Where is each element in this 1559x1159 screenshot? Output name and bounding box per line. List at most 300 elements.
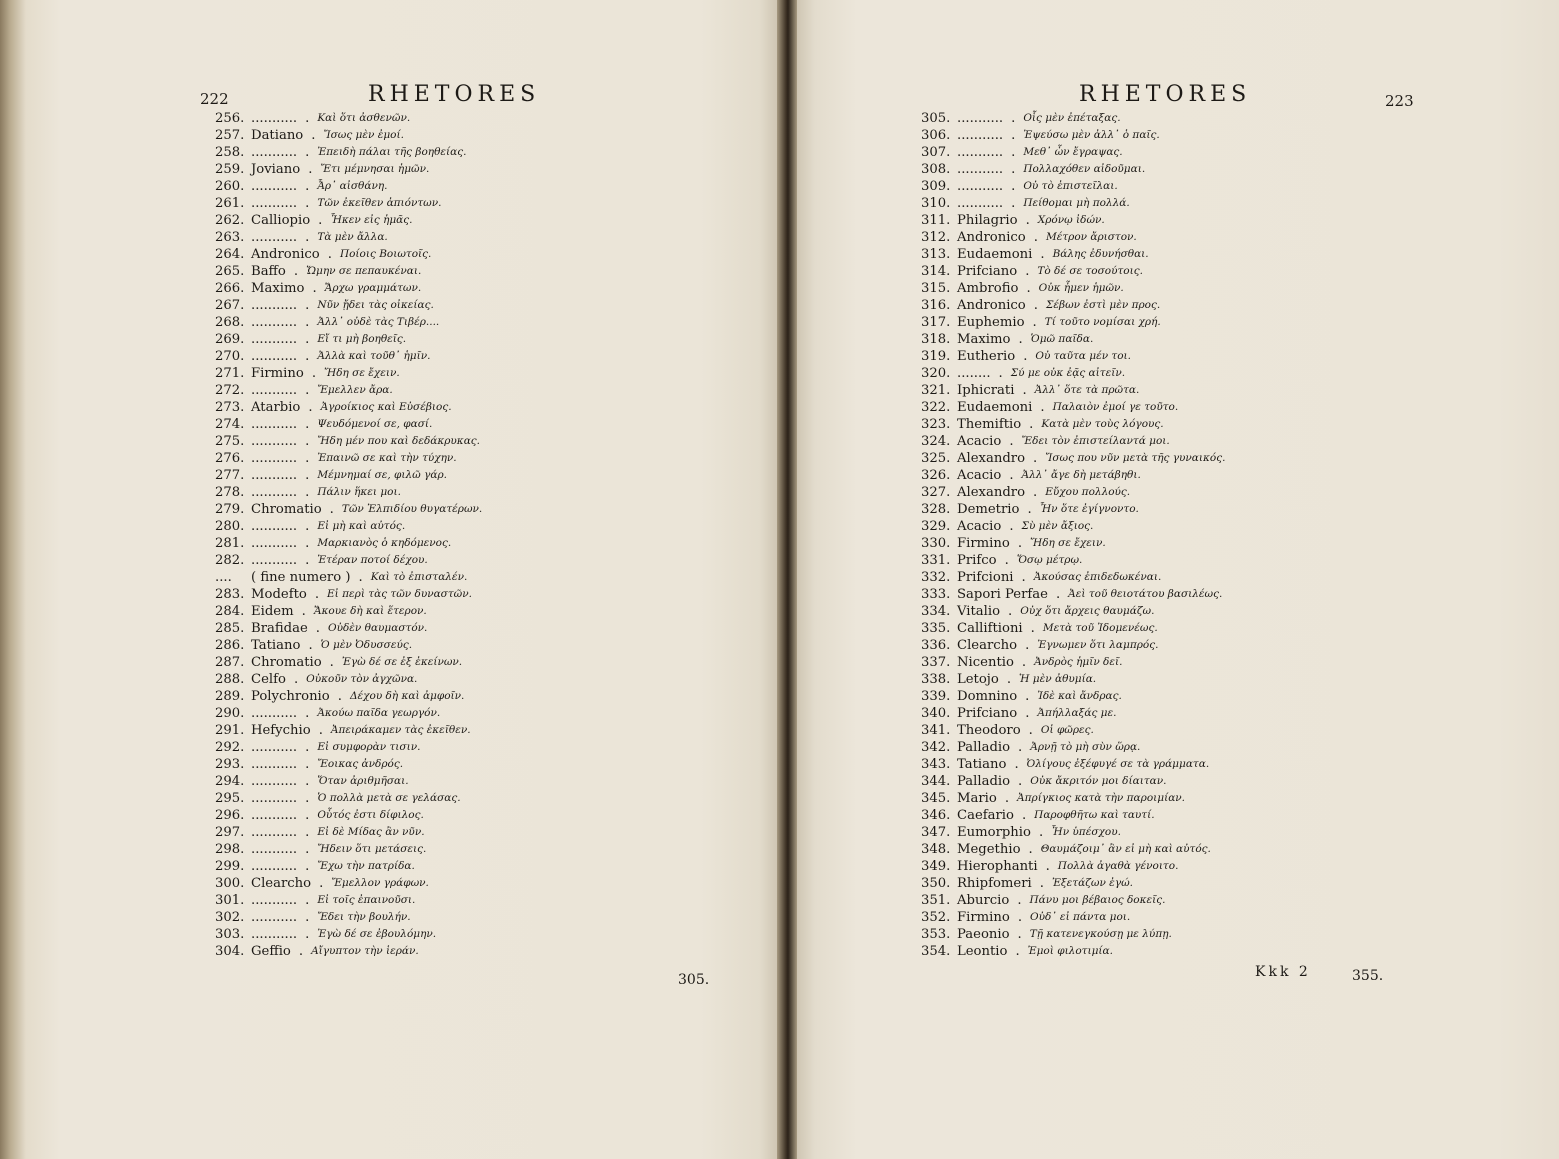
entry-number: 353. bbox=[921, 927, 951, 942]
entry-number: .... bbox=[215, 570, 232, 585]
separator-dot: . bbox=[305, 774, 310, 789]
entry-number: 306. bbox=[921, 128, 951, 143]
letter-entry bbox=[215, 450, 482, 467]
entry-number: 310. bbox=[921, 196, 951, 211]
entry-number: 314. bbox=[921, 264, 951, 279]
entry-incipit: Σύ με οὐκ ἐᾷς αἰτεῖν. bbox=[1010, 367, 1126, 379]
separator-dot: . bbox=[305, 536, 310, 551]
entry-incipit: Ἐγὼ δέ σε ἐξ ἐκείνων. bbox=[341, 656, 463, 668]
entry-incipit: Ὅταν ἀριθμῆσαι. bbox=[317, 775, 409, 787]
separator-dot: . bbox=[1009, 519, 1014, 534]
entry-recipient: Palladio bbox=[957, 774, 1011, 789]
entry-incipit: Τί τοῦτο νομίσαι χρή. bbox=[1044, 316, 1161, 328]
entry-number: 330. bbox=[921, 536, 951, 551]
entry-number: 259. bbox=[215, 162, 245, 177]
letter-entry bbox=[215, 484, 482, 501]
separator-dot: . bbox=[1026, 281, 1031, 296]
entry-number: 283. bbox=[215, 587, 245, 602]
separator-dot: . bbox=[1040, 400, 1045, 415]
entry-incipit: Ἀκούω παῖδα γεωργόν. bbox=[317, 707, 441, 719]
entry-number: 274. bbox=[215, 417, 245, 432]
separator-dot: . bbox=[1017, 910, 1023, 925]
separator-dot: . bbox=[1022, 383, 1027, 398]
entry-number: 320. bbox=[921, 366, 951, 381]
letter-entry bbox=[921, 671, 1225, 688]
letter-entry bbox=[215, 739, 482, 756]
letter-entry bbox=[921, 654, 1225, 671]
entry-number: 263. bbox=[215, 230, 245, 245]
entry-recipient: ........... bbox=[251, 434, 298, 449]
separator-dot: . bbox=[1028, 723, 1033, 738]
entry-number: 342. bbox=[921, 740, 951, 755]
entry-recipient: ........... bbox=[251, 859, 298, 874]
entry-incipit: Οὐκ ἄκριτόν μοι δίαιταν. bbox=[1030, 775, 1167, 787]
separator-dot: . bbox=[1004, 791, 1010, 806]
letter-entry bbox=[921, 263, 1225, 280]
entry-recipient: ........... bbox=[251, 179, 298, 194]
letter-entry bbox=[921, 875, 1225, 892]
entry-incipit: Ὅσῳ μέτρῳ. bbox=[1016, 554, 1083, 566]
letter-entry bbox=[921, 739, 1225, 756]
separator-dot: . bbox=[305, 910, 310, 925]
entry-number: 321. bbox=[921, 383, 951, 398]
entry-recipient: Modefto bbox=[251, 587, 307, 602]
entry-recipient: Eudaemoni bbox=[957, 400, 1033, 415]
separator-dot: . bbox=[311, 128, 316, 143]
letter-entry bbox=[921, 552, 1225, 569]
entry-number: 298. bbox=[215, 842, 245, 857]
entry-number: 349. bbox=[921, 859, 951, 874]
entry-recipient: Theodoro bbox=[957, 723, 1021, 738]
book-gutter bbox=[777, 0, 797, 1159]
letter-entry bbox=[921, 790, 1225, 807]
letter-entry bbox=[215, 943, 482, 960]
entry-incipit: Σέβων ἐστὶ μὲν προς. bbox=[1045, 299, 1161, 311]
entry-recipient: Polychronio bbox=[251, 689, 330, 704]
running-header: RHETORES bbox=[1079, 82, 1252, 107]
entry-incipit: Ἀεὶ τοῦ θειοτάτου βασιλέως. bbox=[1068, 588, 1223, 600]
entry-recipient: Firmino bbox=[251, 366, 304, 381]
entry-recipient: Nicentio bbox=[957, 655, 1014, 670]
entry-incipit: Πάλιν ἥκει μοι. bbox=[317, 486, 401, 498]
entry-recipient: Andronico bbox=[251, 247, 320, 262]
separator-dot: . bbox=[305, 825, 310, 840]
entry-number: 312. bbox=[921, 230, 951, 245]
entry-number: 350. bbox=[921, 876, 951, 891]
entry-recipient: ........... bbox=[957, 145, 1004, 160]
entry-recipient: Hefychio bbox=[251, 723, 311, 738]
entry-recipient: Tatiano bbox=[251, 638, 301, 653]
letter-entry bbox=[921, 943, 1225, 960]
entry-number: 301. bbox=[215, 893, 245, 908]
entry-recipient: ........... bbox=[251, 383, 298, 398]
entry-incipit: Σὺ μὲν ἄξιος. bbox=[1021, 520, 1094, 532]
entry-number: 288. bbox=[215, 672, 245, 687]
letter-entry bbox=[921, 382, 1225, 399]
entry-number: 339. bbox=[921, 689, 951, 704]
entry-recipient: ........... bbox=[251, 519, 298, 534]
entry-number: 289. bbox=[215, 689, 245, 704]
letter-entry bbox=[921, 280, 1225, 297]
letter-entry bbox=[215, 110, 482, 127]
entry-recipient: ........... bbox=[251, 417, 298, 432]
entry-recipient: ........... bbox=[251, 910, 298, 925]
separator-dot: . bbox=[305, 740, 310, 755]
entry-number: 335. bbox=[921, 621, 951, 636]
letter-entry bbox=[215, 161, 482, 178]
separator-dot: . bbox=[305, 383, 310, 398]
entry-number: 279. bbox=[215, 502, 245, 517]
entry-incipit: Οὐκ ἦμεν ἡμῶν. bbox=[1038, 282, 1124, 294]
separator-dot: . bbox=[305, 196, 310, 211]
entry-recipient: Baffo bbox=[251, 264, 286, 279]
entry-incipit: Ψευδόμενοί σε, φασί. bbox=[317, 418, 433, 430]
entry-number: 280. bbox=[215, 519, 245, 534]
letter-entry bbox=[215, 467, 482, 484]
entry-incipit: Μετὰ τοῦ Ἰδομενέως. bbox=[1042, 622, 1158, 634]
separator-dot: . bbox=[1018, 740, 1023, 755]
entry-number: 343. bbox=[921, 757, 951, 772]
separator-dot: . bbox=[305, 485, 310, 500]
entry-incipit: Οὐχ ὅτι ἄρχεις θαυμάζω. bbox=[1020, 605, 1155, 617]
entry-number: 262. bbox=[215, 213, 245, 228]
entry-recipient: Eudaemoni bbox=[957, 247, 1033, 262]
entry-recipient: Sapori Perfae bbox=[957, 587, 1048, 602]
entry-incipit: Εἴ τι μὴ βοηθεῖς. bbox=[317, 333, 407, 345]
entry-incipit: Οὐδ᾽ εἰ πάντα μοι. bbox=[1030, 911, 1131, 923]
letter-entry bbox=[921, 365, 1225, 382]
entry-recipient: Calliopio bbox=[251, 213, 311, 228]
entry-incipit: Ἀλλὰ καὶ τοῦθ᾽ ἡμῖν. bbox=[317, 350, 431, 362]
entry-recipient: Prifco bbox=[957, 553, 997, 568]
letter-entry bbox=[921, 229, 1225, 246]
entry-incipit: Ἔτι μέμνησαι ἡμῶν. bbox=[320, 163, 430, 175]
letter-entry bbox=[215, 586, 482, 603]
separator-dot: . bbox=[1014, 757, 1019, 772]
entry-incipit: Οἱ φῶρες. bbox=[1040, 724, 1094, 736]
separator-dot: . bbox=[1055, 587, 1061, 602]
entry-number: 348. bbox=[921, 842, 951, 857]
entry-recipient: Datiano bbox=[251, 128, 304, 143]
entry-incipit: Τὰ μὲν ἄλλα. bbox=[317, 231, 388, 243]
entry-number: 285. bbox=[215, 621, 245, 636]
entry-number: 317. bbox=[921, 315, 951, 330]
entry-incipit: Εἰ συμφορὰν τισιν. bbox=[317, 741, 421, 753]
separator-dot: . bbox=[1021, 655, 1027, 670]
entry-number: 273. bbox=[215, 400, 245, 415]
entry-incipit: Καὶ ὅτι ἀσθενῶν. bbox=[317, 112, 411, 124]
separator-dot: . bbox=[305, 332, 310, 347]
entry-recipient: ........... bbox=[251, 808, 298, 823]
entry-incipit: Ἐπειδὴ πάλαι τῆς βοηθείας. bbox=[317, 146, 467, 158]
entry-recipient: ........... bbox=[957, 128, 1004, 143]
letter-entry bbox=[215, 144, 482, 161]
entry-recipient: Alexandro bbox=[957, 451, 1026, 466]
signature-mark: Kkk 2 bbox=[1255, 964, 1311, 980]
entry-number: 299. bbox=[215, 859, 245, 874]
letter-entry bbox=[215, 501, 482, 518]
letter-entry bbox=[921, 110, 1225, 127]
letter-entry bbox=[215, 909, 482, 926]
separator-dot: . bbox=[1039, 876, 1044, 891]
entry-incipit: Ἐξετάζων ἐγώ. bbox=[1051, 877, 1133, 889]
entry-incipit: Εἰ μὴ καὶ αὐτός. bbox=[317, 520, 406, 532]
entry-recipient: ........... bbox=[251, 485, 298, 500]
entry-recipient: Maximo bbox=[957, 332, 1011, 347]
entry-incipit: Ἔμελλον γράφων. bbox=[331, 877, 429, 889]
entry-recipient: Caefario bbox=[957, 808, 1014, 823]
entry-recipient: ........... bbox=[251, 740, 298, 755]
entry-recipient: Rhipfomeri bbox=[957, 876, 1032, 891]
separator-dot: . bbox=[358, 570, 363, 585]
entry-incipit: Βάλης ἐδυνήσθαι. bbox=[1052, 248, 1149, 260]
entry-recipient: ........... bbox=[957, 162, 1004, 177]
entry-number: 331. bbox=[921, 553, 951, 568]
entry-incipit: Μαρκιανὸς ὁ κηδόμενος. bbox=[317, 537, 452, 549]
separator-dot: . bbox=[329, 502, 334, 517]
entry-incipit: Πείθομαι μὴ πολλά. bbox=[1023, 197, 1130, 209]
separator-dot: . bbox=[1038, 825, 1044, 840]
entry-recipient: ........... bbox=[251, 791, 298, 806]
letter-entry bbox=[215, 926, 482, 943]
entry-incipit: Ἔοικας ἀνδρός. bbox=[317, 758, 404, 770]
entry-number: 258. bbox=[215, 145, 245, 160]
letter-entry bbox=[215, 433, 482, 450]
separator-dot: . bbox=[1017, 927, 1022, 942]
separator-dot: . bbox=[1028, 842, 1033, 857]
letter-entry bbox=[215, 875, 482, 892]
entry-recipient: Tatiano bbox=[957, 757, 1007, 772]
separator-dot: . bbox=[329, 655, 334, 670]
letter-entry bbox=[215, 246, 482, 263]
separator-dot: . bbox=[308, 162, 313, 177]
entry-incipit: Ἐπαινῶ σε καὶ τὴν τύχην. bbox=[317, 452, 457, 464]
separator-dot: . bbox=[337, 689, 342, 704]
letter-entry bbox=[921, 416, 1225, 433]
separator-dot: . bbox=[1045, 859, 1050, 874]
entry-incipit: Ἀλλ᾽ οὐδὲ τὰς Τιβέρ.... bbox=[317, 316, 440, 328]
entry-incipit: Οὐδὲν θαυμαστόν. bbox=[327, 622, 428, 634]
entry-incipit: Ὁμῶ παῖδα. bbox=[1030, 333, 1094, 345]
entry-incipit: Νῦν ᾔδει τὰς οἰκείας. bbox=[317, 299, 434, 311]
letter-entry bbox=[921, 297, 1225, 314]
entry-incipit: Οὐ τὸ ἐπιστεῖλαι. bbox=[1023, 180, 1118, 192]
separator-dot: . bbox=[1015, 944, 1020, 959]
separator-dot: . bbox=[308, 400, 313, 415]
entry-incipit: Ἤδη μέν που καὶ δεδάκρυκας. bbox=[317, 435, 481, 447]
entry-incipit: Ἀγροίκιος καὶ Εὐσέβιος. bbox=[320, 401, 452, 413]
entry-recipient: Iphicrati bbox=[957, 383, 1015, 398]
letter-entry bbox=[921, 909, 1225, 926]
entry-number: 336. bbox=[921, 638, 951, 653]
letter-entry bbox=[215, 416, 482, 433]
entry-recipient: ........... bbox=[957, 179, 1004, 194]
separator-dot: . bbox=[301, 604, 306, 619]
letter-entry bbox=[921, 841, 1225, 858]
separator-dot: . bbox=[305, 111, 310, 126]
entry-incipit: Παλαιὸν ἐμοί γε τοῦτο. bbox=[1052, 401, 1179, 413]
letter-entry bbox=[921, 892, 1225, 909]
entry-number: 352. bbox=[921, 910, 951, 925]
entry-incipit: Ἑτέραν ποτοί δέχου. bbox=[317, 554, 428, 566]
letter-entry bbox=[921, 722, 1225, 739]
entry-number: 340. bbox=[921, 706, 951, 721]
letter-entry bbox=[215, 773, 482, 790]
entry-number: 345. bbox=[921, 791, 951, 806]
letter-entry bbox=[215, 637, 482, 654]
letter-entry bbox=[215, 331, 482, 348]
letter-entry bbox=[215, 824, 482, 841]
entry-incipit: Ἀπειράκαμεν τὰς ἐκεῖθεν. bbox=[330, 724, 471, 736]
entry-number: 296. bbox=[215, 808, 245, 823]
letter-entry bbox=[921, 484, 1225, 501]
letter-entry bbox=[215, 518, 482, 535]
separator-dot: . bbox=[1018, 332, 1023, 347]
letter-entry bbox=[921, 535, 1225, 552]
entry-incipit: Τῇ κατενεγκούσῃ με λύπῃ. bbox=[1029, 928, 1172, 940]
entry-number: 290. bbox=[215, 706, 245, 721]
entry-incipit: Ἤδη σε ἔχειν. bbox=[324, 367, 400, 379]
letter-entry bbox=[921, 314, 1225, 331]
entry-number: 337. bbox=[921, 655, 951, 670]
entry-number: 344. bbox=[921, 774, 951, 789]
entry-recipient: Leontio bbox=[957, 944, 1008, 959]
letter-entry bbox=[215, 127, 482, 144]
entry-incipit: Ἐψεύσω μὲν ἀλλ᾽ ὁ παῖς. bbox=[1023, 129, 1160, 141]
separator-dot: . bbox=[305, 519, 310, 534]
letter-entry bbox=[921, 688, 1225, 705]
letter-entry bbox=[215, 399, 482, 416]
entry-number: 265. bbox=[215, 264, 245, 279]
entry-incipit: Ἰδὲ καὶ ἄνδρας. bbox=[1037, 690, 1122, 702]
entry-recipient: Firmino bbox=[957, 910, 1010, 925]
entry-incipit: Εἰ τοῖς ἐπαινοῦσι. bbox=[317, 894, 416, 906]
letter-entry bbox=[921, 450, 1225, 467]
entry-number: 313. bbox=[921, 247, 951, 262]
entry-number: 305. bbox=[921, 111, 951, 126]
separator-dot: . bbox=[1011, 162, 1016, 177]
entry-recipient: Atarbio bbox=[251, 400, 301, 415]
letter-entry bbox=[921, 637, 1225, 654]
entry-incipit: Ὁ πολλὰ μετὰ σε γελάσας. bbox=[317, 792, 461, 804]
entry-number: 257. bbox=[215, 128, 245, 143]
letter-entry bbox=[921, 433, 1225, 450]
entry-number: 328. bbox=[921, 502, 951, 517]
running-header: RHETORES bbox=[368, 82, 541, 107]
entry-recipient: Eumorphio bbox=[957, 825, 1031, 840]
letter-entry bbox=[921, 399, 1225, 416]
separator-dot: . bbox=[305, 179, 310, 194]
letter-entry bbox=[921, 824, 1225, 841]
separator-dot: . bbox=[293, 672, 299, 687]
separator-dot: . bbox=[1017, 536, 1023, 551]
entry-incipit: Εἰ δὲ Μίδας ἂν νῦν. bbox=[317, 826, 425, 838]
entry-recipient: ........... bbox=[251, 111, 298, 126]
entry-recipient: ........... bbox=[251, 553, 298, 568]
separator-dot: . bbox=[1033, 230, 1038, 245]
entry-number: 270. bbox=[215, 349, 245, 364]
entry-incipit: Αἴγυπτον τὴν ἱεράν. bbox=[311, 945, 419, 957]
entry-number: 333. bbox=[921, 587, 951, 602]
separator-dot: . bbox=[1040, 247, 1045, 262]
catchword: 355. bbox=[1352, 968, 1384, 984]
separator-dot: . bbox=[308, 638, 313, 653]
letter-entry bbox=[215, 535, 482, 552]
entry-incipit: Ἀλλ᾽ ἄγε δὴ μετάβηθι. bbox=[1021, 469, 1141, 481]
entry-recipient: ........... bbox=[251, 706, 298, 721]
separator-dot: . bbox=[305, 859, 310, 874]
entry-recipient: ........... bbox=[251, 332, 298, 347]
entry-number: 271. bbox=[215, 366, 245, 381]
entry-number: 281. bbox=[215, 536, 245, 551]
entry-incipit: Παροφθῆτω καὶ ταυτί. bbox=[1034, 809, 1155, 821]
entry-number: 327. bbox=[921, 485, 951, 500]
separator-dot: . bbox=[1023, 349, 1028, 364]
entry-recipient: Letojo bbox=[957, 672, 999, 687]
letter-entry bbox=[215, 620, 482, 637]
entry-number: 351. bbox=[921, 893, 951, 908]
entry-incipit: Πολλὰ ἀγαθὰ γένοιτο. bbox=[1057, 860, 1179, 872]
letter-entry bbox=[215, 314, 482, 331]
separator-dot: . bbox=[312, 281, 317, 296]
entry-recipient: Hierophanti bbox=[957, 859, 1038, 874]
separator-dot: . bbox=[305, 417, 310, 432]
entry-recipient: ........... bbox=[251, 893, 298, 908]
separator-dot: . bbox=[1011, 179, 1016, 194]
entry-number: 341. bbox=[921, 723, 951, 738]
entry-recipient: Andronico bbox=[957, 298, 1026, 313]
entry-number: 267. bbox=[215, 298, 245, 313]
separator-dot: . bbox=[1029, 417, 1034, 432]
separator-dot: . bbox=[293, 264, 299, 279]
separator-dot: . bbox=[1025, 213, 1030, 228]
entry-incipit: Καὶ τὸ ἐπισταλέν. bbox=[370, 571, 468, 583]
entry-recipient: Geffio bbox=[251, 944, 291, 959]
separator-dot: . bbox=[1011, 128, 1016, 143]
entry-incipit: Χρόνῳ ἰδών. bbox=[1037, 214, 1105, 226]
letter-entry bbox=[921, 501, 1225, 518]
entry-number: 302. bbox=[215, 910, 245, 925]
letter-entry bbox=[921, 926, 1225, 943]
separator-dot: . bbox=[305, 927, 310, 942]
entry-incipit: Ἴσως που νῦν μετὰ τῆς γυναικός. bbox=[1045, 452, 1226, 464]
left-page bbox=[0, 0, 777, 1159]
entry-number: 261. bbox=[215, 196, 245, 211]
separator-dot: . bbox=[1017, 893, 1022, 908]
separator-dot: . bbox=[1033, 451, 1038, 466]
entry-incipit: Ἀνδρὸς ἡμῖν δεῖ. bbox=[1034, 656, 1123, 668]
separator-dot: . bbox=[1025, 689, 1030, 704]
entry-number: 334. bbox=[921, 604, 951, 619]
entry-incipit: Ἀρνῇ τὸ μὴ σὺν ὥρᾳ. bbox=[1030, 741, 1141, 753]
entry-recipient: Andronico bbox=[957, 230, 1026, 245]
entry-incipit: Ἔδει τὸν ἐπιστείλαντά μοι. bbox=[1021, 435, 1170, 447]
entry-recipient: Acacio bbox=[957, 434, 1002, 449]
entry-recipient: Ambrofio bbox=[957, 281, 1019, 296]
entry-number: 354. bbox=[921, 944, 951, 959]
separator-dot: . bbox=[305, 893, 310, 908]
separator-dot: . bbox=[305, 468, 310, 483]
letter-entry bbox=[215, 892, 482, 909]
separator-dot: . bbox=[998, 366, 1003, 381]
separator-dot: . bbox=[298, 944, 304, 959]
entry-number: 264. bbox=[215, 247, 245, 262]
entry-incipit: Μεθ᾽ ὧν ἔγραψας. bbox=[1023, 146, 1123, 158]
separator-dot: . bbox=[1030, 621, 1035, 636]
separator-dot: . bbox=[1021, 570, 1026, 585]
letter-entry bbox=[215, 671, 482, 688]
entry-recipient: Celfo bbox=[251, 672, 286, 687]
